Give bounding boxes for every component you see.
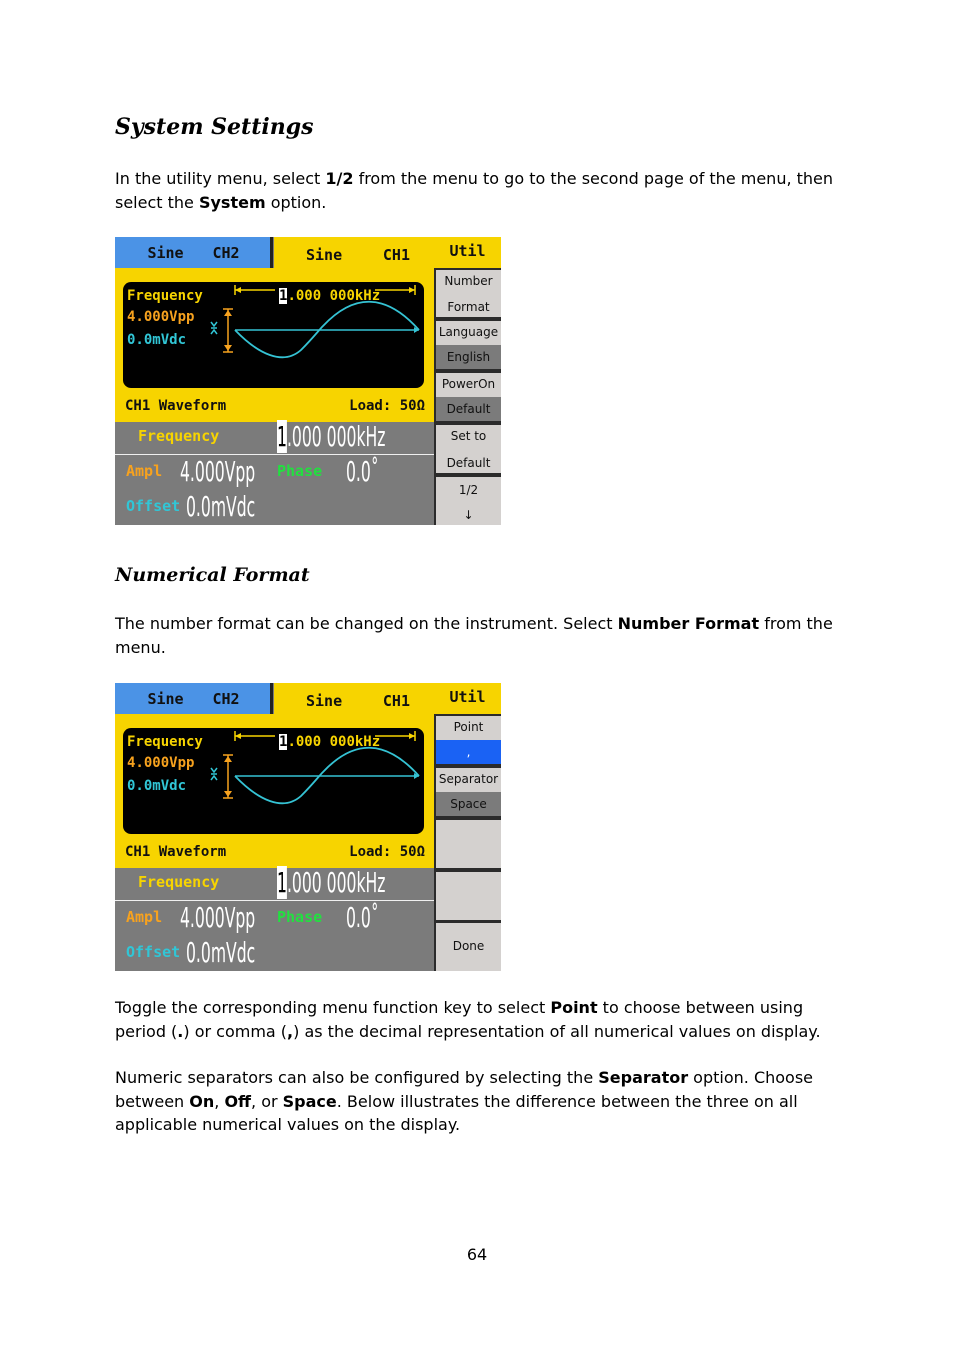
text-run: ) as the decimal representation of all numerical values on display. [293,1021,821,1041]
paragraph-utility-menu [115,167,840,214]
softkey-menu [434,237,501,525]
status-line [125,398,425,414]
separator-button[interactable]: Separator Space [436,768,501,816]
status-load: Load: 50Ω [349,844,425,860]
text-run: Toggle the corresponding menu function key to select [115,998,551,1017]
menu-title-util: Util [434,683,501,714]
set-to-default-button[interactable]: Set to Default [436,425,501,473]
ch1-wave-name: Sine [306,245,343,264]
instrument-screen-system [115,237,501,525]
phase-value: 0.0˚ [346,455,379,488]
param-frequency-value: 1.000 000kHz [277,420,386,453]
frequency-param-row[interactable] [115,867,434,901]
poweron-value: Default [436,397,501,421]
empty-softkey-3[interactable] [436,820,501,868]
bold-term: System [198,192,266,212]
ampl-value: 4.000Vpp [180,901,256,934]
ch2-label: CH2 [212,689,240,708]
text-run: from the menu to go to the second page of the menu, then select the [115,169,834,212]
menu-title-util: Util [434,237,501,268]
sine-wave-graphic [123,728,424,834]
empty-softkey-4[interactable] [436,872,501,920]
ch2-wave-name: Sine [147,689,184,708]
text-run: from the menu. [115,614,833,657]
text-run: option. Choose between [115,1068,814,1111]
waveform-display [123,282,424,388]
ch2-tab[interactable] [115,683,273,714]
ch1-label: CH1 [382,245,410,264]
wave-frequency-value: 1.000 000kHz [279,734,381,750]
wave-offset-label: 0.0mVdc [127,778,187,794]
param-frequency-label: Frequency [138,427,220,445]
bold-term: . [177,1021,184,1041]
done-button[interactable]: Done [436,923,501,971]
wave-frequency-label: Frequency [127,288,203,304]
status-line [125,844,425,860]
offset-label: Offset [126,943,181,961]
waveform-display [123,728,424,834]
ch1-tab[interactable] [274,237,434,268]
status-load: Load: 50Ω [349,398,425,414]
sine-wave-graphic [123,282,424,388]
wave-offset-label: 0.0mVdc [127,332,187,348]
text-run: , or [251,1091,283,1111]
wave-amplitude-label: 4.000Vpp [127,755,195,771]
status-waveform: CH1 Waveform [125,844,227,860]
ampl-label: Ampl [126,908,163,926]
instrument-screen-number-format [115,683,501,971]
number-format-button[interactable]: Number Format [436,270,501,317]
ch1-label: CH1 [382,691,410,710]
ch2-tab[interactable] [115,237,273,268]
ch1-tab[interactable] [274,683,434,714]
wave-amplitude-label: 4.000Vpp [127,309,195,325]
language-value: English [436,345,501,369]
page-1-2-button[interactable]: 1/2 ↓ [436,477,501,525]
ch2-label: CH2 [212,243,240,262]
text-run: , [214,1091,225,1111]
text-run: In the utility menu, select [115,169,326,188]
softkey-menu [434,683,501,971]
bold-term: Separator [598,1068,689,1087]
text-run: option. [265,192,327,212]
text-run: Numeric separators can also be configured by selecting the [115,1068,599,1087]
section-heading-system-settings: System Settings [115,114,314,140]
offset-label: Offset [126,497,181,515]
bold-term: 1/2 [325,169,354,188]
text-run: ) or comma ( [183,1021,288,1041]
phase-label: Phase [277,908,323,926]
point-button[interactable]: Point , [436,716,501,764]
wave-frequency-value: 1.000 000kHz [279,288,381,304]
phase-label: Phase [277,462,323,480]
ch1-wave-name: Sine [306,691,343,710]
bold-term: On [189,1091,215,1111]
language-button[interactable]: Language English [436,321,501,369]
frequency-param-row[interactable] [115,421,434,455]
text-run: to choose between using period ( [115,998,804,1041]
status-waveform: CH1 Waveform [125,398,227,414]
separator-value: Space [436,792,501,816]
paragraph-separators [115,1066,840,1137]
point-value: , [436,740,501,764]
param-frequency-label: Frequency [138,873,220,891]
wave-frequency-label: Frequency [127,734,203,750]
paragraph-point-toggle [115,996,840,1043]
offset-value: 0.0mVdc [186,936,256,969]
ampl-label: Ampl [126,462,163,480]
poweron-button[interactable]: PowerOn Default [436,373,501,421]
bold-term: Off [224,1091,252,1111]
phase-value: 0.0˚ [346,901,379,934]
offset-value: 0.0mVdc [186,490,256,523]
bold-term: Space [282,1091,337,1111]
text-run: . Below illustrates the difference between the three on all applicable numerical values on the display. [115,1091,798,1134]
down-arrow-icon: ↓ [463,508,474,522]
ampl-value: 4.000Vpp [180,455,256,488]
bold-term: , [287,1021,294,1041]
param-frequency-value: 1.000 000kHz [277,866,386,899]
page-number: 64 [466,1245,488,1264]
text-run: The number format can be changed on the instrument. Select [115,614,618,633]
ch2-wave-name: Sine [147,243,184,262]
bold-term: Number Format [617,614,760,633]
paragraph-number-format [115,612,840,659]
section-heading-numerical-format: Numerical Format [115,564,310,586]
bold-term: Point [550,998,598,1017]
